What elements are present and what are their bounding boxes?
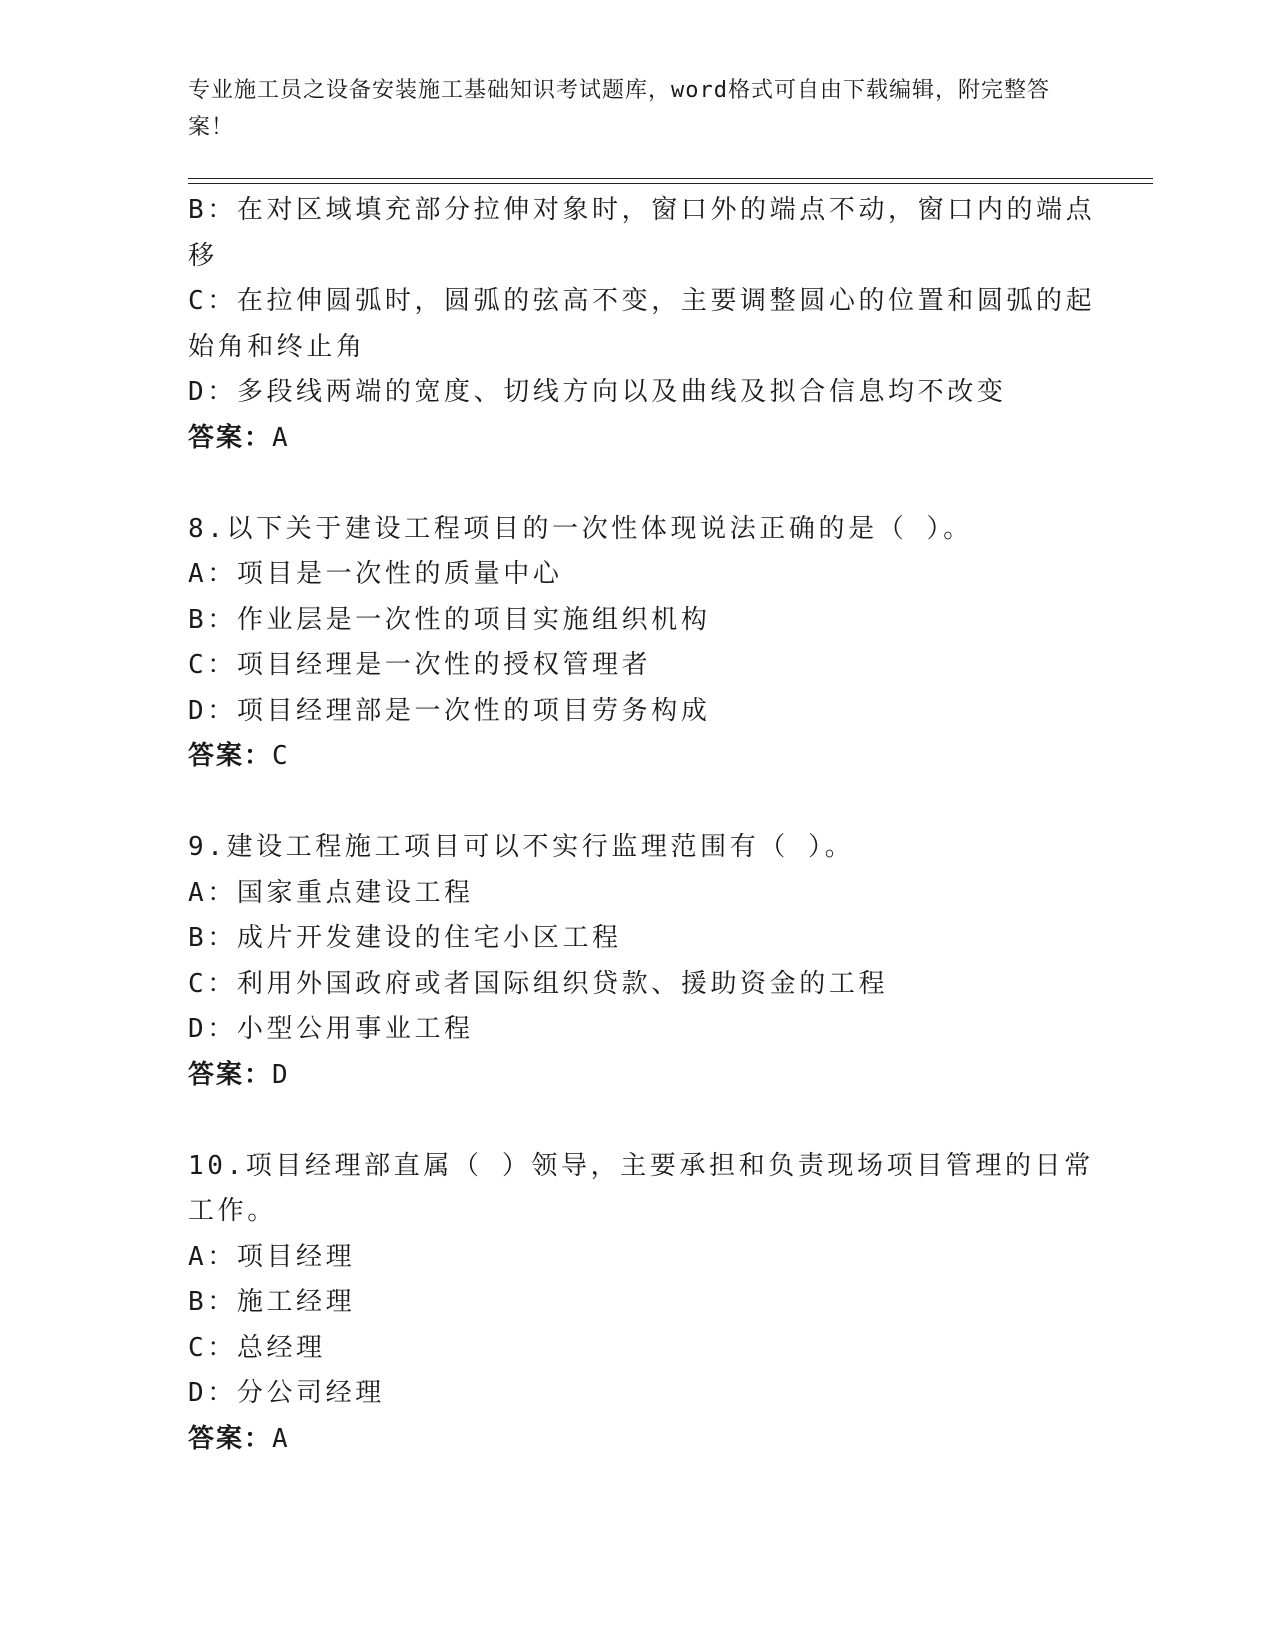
answer-value: C [272, 741, 289, 771]
option-d: D：项目经理部是一次性的项目劳务构成 [188, 695, 711, 726]
option-c-line-1: C：在拉伸圆弧时，圆弧的弦高不变，主要调整圆心的位置和圆弧的起 [188, 286, 1096, 316]
header-title: 专业施工员之设备安装施工基础知识考试题库，word格式可自由下载编辑，附完整答案！ [188, 78, 1050, 140]
question-stem-line-2: 工作。 [188, 1196, 277, 1226]
option-c: C：利用外国政府或者国际组织贷款、援助资金的工程 [188, 968, 889, 999]
question-stem: 9.建设工程施工项目可以不实行监理范围有（ ）。 [188, 832, 855, 862]
answer-label: 答案： [188, 1059, 273, 1090]
question-8 [188, 507, 1088, 780]
question-gap [188, 1098, 1088, 1144]
header-rule-bottom [188, 183, 1153, 184]
option-d: D：小型公用事业工程 [188, 1014, 474, 1044]
answer-label: 答案： [188, 422, 273, 453]
option-b: B：成片开发建设的住宅小区工程 [188, 923, 622, 953]
header-rule-top [188, 178, 1153, 179]
question-list [188, 188, 1096, 1462]
question-7-tail [188, 188, 1096, 461]
question-stem-line-1: 10.项目经理部直属（ ）领导，主要承担和负责现场项目管理的日常 [188, 1150, 1094, 1181]
option-c: C：总经理 [188, 1332, 326, 1363]
question-10 [188, 1144, 1094, 1463]
option-b-line-2: 移 [188, 240, 218, 271]
document-header [188, 72, 1068, 146]
option-c-line-2: 始角和终止角 [188, 331, 366, 362]
question-gap [188, 780, 1088, 826]
answer-value: D [272, 1059, 289, 1090]
answer-line [188, 734, 1088, 780]
answer-line [188, 1053, 1088, 1099]
answer-value: A [272, 422, 289, 453]
option-a: A：项目经理 [188, 1241, 356, 1272]
question-gap [188, 461, 1088, 507]
answer-value: A [272, 1423, 289, 1454]
option-b: B：施工经理 [188, 1287, 356, 1317]
question-stem: 8.以下关于建设工程项目的一次性体现说法正确的是（ ）。 [188, 513, 973, 544]
question-9 [188, 825, 1088, 1098]
option-d: D：多段线两端的宽度、切线方向以及曲线及拟合信息均不改变 [188, 377, 1007, 407]
option-a: A：项目是一次性的质量中心 [188, 559, 563, 589]
option-b: B：作业层是一次性的项目实施组织机构 [188, 604, 711, 635]
answer-label: 答案： [188, 1423, 273, 1454]
option-a: A：国家重点建设工程 [188, 877, 474, 908]
answer-line [188, 416, 1088, 462]
answer-label: 答案： [188, 741, 273, 771]
option-c: C：项目经理是一次性的授权管理者 [188, 650, 652, 680]
option-b-line-1: B：在对区域填充部分拉伸对象时，窗口外的端点不动，窗口内的端点 [188, 195, 1096, 225]
option-d: D：分公司经理 [188, 1378, 385, 1408]
answer-line [188, 1417, 1088, 1463]
